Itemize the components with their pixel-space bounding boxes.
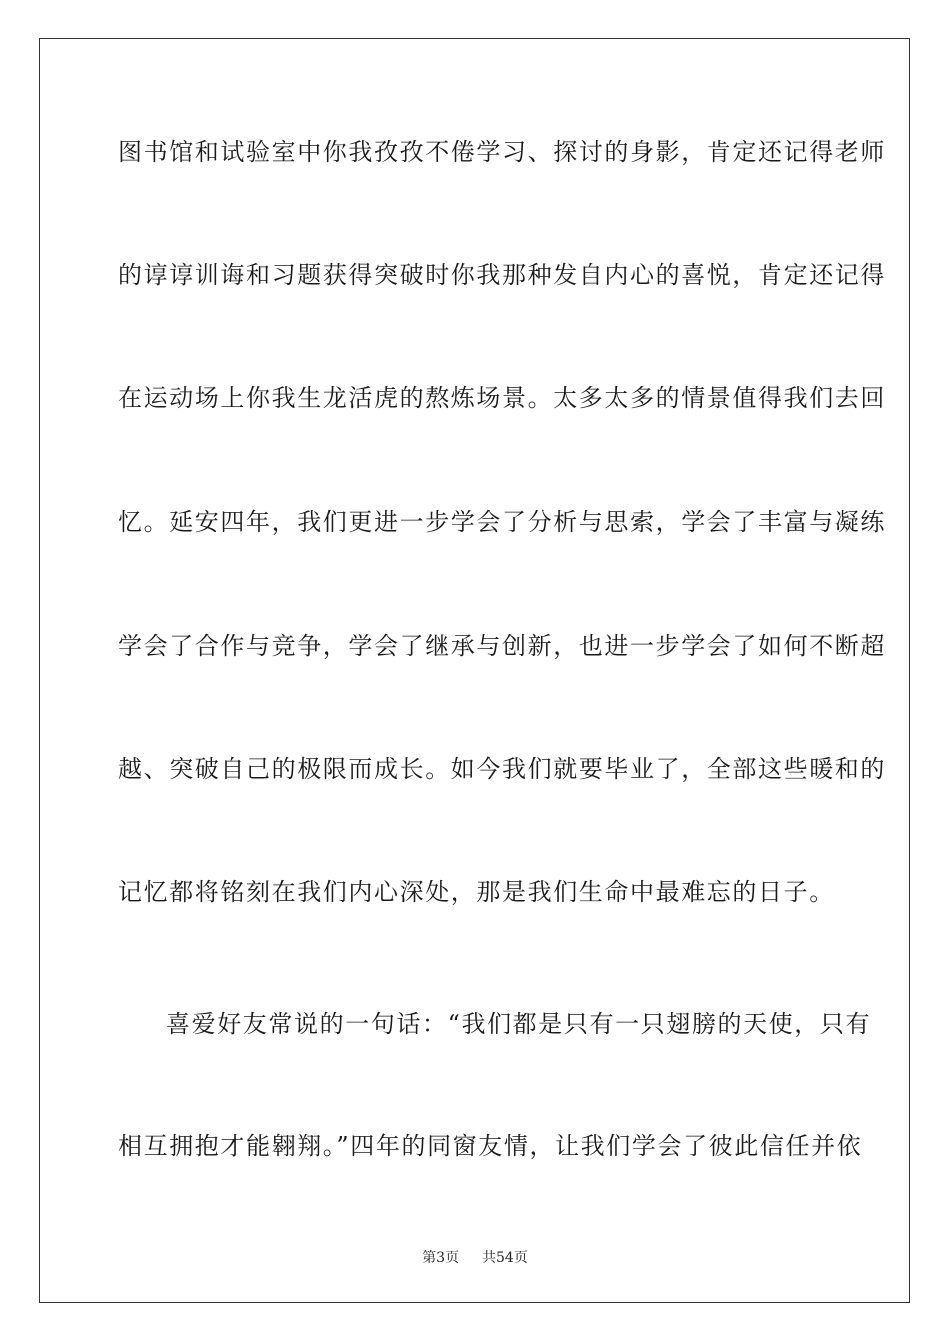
total-pages: 共54页 xyxy=(482,1250,528,1266)
body-text-line: 在运动场上你我生龙活虎的熬炼场景。太多太多的情景值得我们去回 xyxy=(118,384,886,412)
body-text-line: 图书馆和试验室中你我孜孜不倦学习、探讨的身影，肯定还记得老师 xyxy=(118,138,886,166)
paragraph-first-line: 喜爱好友常说的一句话：“我们都是只有一只翅膀的天使，只有 xyxy=(166,1010,872,1038)
body-text-line: 学会了合作与竞争，学会了继承与创新，也进一步学会了如何不断超 xyxy=(118,632,886,660)
body-text-line: 越、突破自己的极限而成长。如今我们就要毕业了，全部这些暖和的 xyxy=(118,755,886,783)
page-number: 第3页 xyxy=(422,1250,460,1266)
body-text-line: 忆。延安四年，我们更进一步学会了分析与思索，学会了丰富与凝练 xyxy=(118,508,886,536)
body-text-line: 记忆都将铭刻在我们内心深处，那是我们生命中最难忘的日子。 xyxy=(118,878,835,906)
page-border xyxy=(39,38,910,1303)
body-text-line: 的谆谆训诲和习题获得突破时你我那种发自内心的喜悦，肯定还记得 xyxy=(118,261,886,289)
body-text-line: 相互拥抱才能翱翔。”四年的同窗友情，让我们学会了彼此信任并依 xyxy=(118,1132,863,1160)
page-footer xyxy=(0,1249,950,1267)
